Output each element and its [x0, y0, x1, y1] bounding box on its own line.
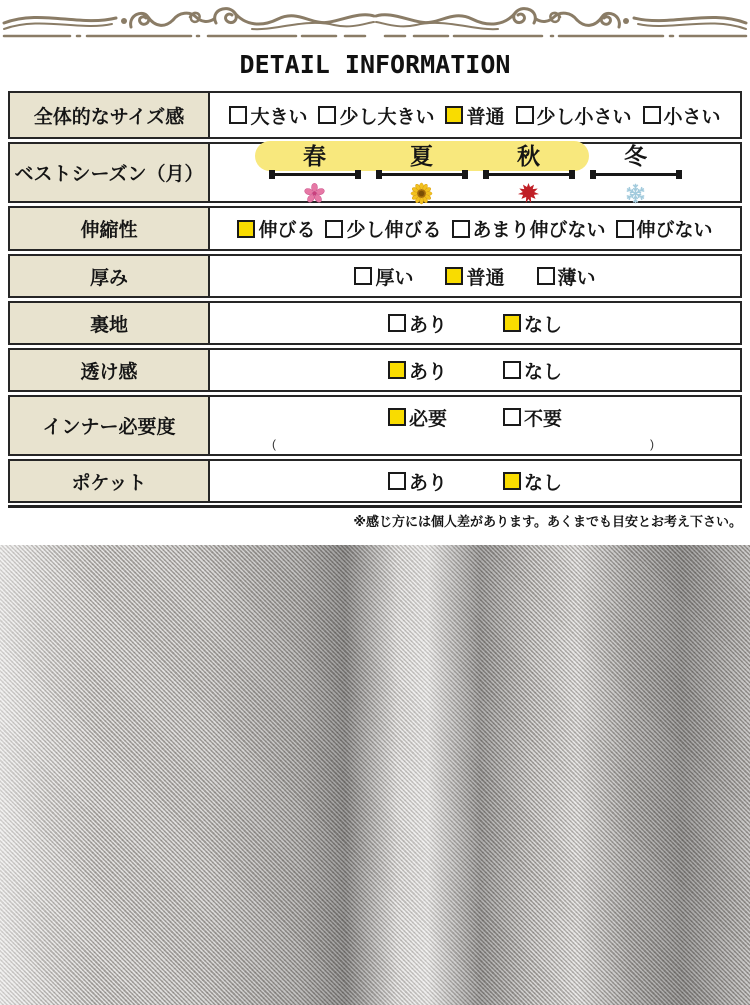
option-item [452, 215, 606, 242]
detail-info-section [8, 91, 742, 508]
options-line [229, 102, 720, 129]
option-item [388, 468, 447, 495]
option-item [643, 102, 721, 129]
table-row [8, 206, 742, 251]
option-label: 不要 [524, 408, 563, 430]
checkbox-unchecked-icon [503, 408, 521, 426]
option-label: なし [524, 314, 563, 336]
detail-table [8, 91, 742, 503]
option-label: 少し大きい [339, 106, 435, 128]
empty-annotation-parens [210, 437, 740, 454]
snowflake-icon [624, 182, 647, 206]
checkbox-unchecked-icon [229, 106, 247, 124]
table-row [8, 301, 742, 345]
season-name: 春 [303, 142, 326, 169]
option-item [445, 102, 504, 129]
row-content [210, 461, 740, 501]
season-column [261, 142, 368, 206]
option-item [237, 215, 315, 242]
checkbox-checked-icon [503, 472, 521, 490]
row-content [210, 350, 740, 390]
maple-leaf-icon [517, 182, 540, 206]
option-label: あり [408, 314, 447, 336]
season-name: 秋 [517, 142, 540, 169]
row-content [210, 144, 740, 201]
option-label: なし [524, 472, 563, 494]
option-item [503, 468, 562, 495]
table-row [8, 91, 742, 139]
row-label: 透け感 [10, 350, 210, 390]
option-item [229, 102, 307, 129]
option-item [616, 215, 713, 242]
season-range-bracket [483, 170, 575, 179]
checkbox-unchecked-icon [318, 106, 336, 124]
option-label: あり [408, 472, 447, 494]
option-label: あり [408, 361, 447, 383]
row-label: ベストシーズン（月） [10, 144, 210, 201]
checkbox-unchecked-icon [388, 472, 406, 490]
row-content [210, 208, 740, 249]
option-label: 普通 [466, 106, 505, 128]
checkbox-checked-icon [388, 408, 406, 426]
option-item [318, 102, 434, 129]
paren-close: ) [650, 437, 654, 451]
fabric-photo [0, 545, 750, 1005]
row-label: インナー必要度 [10, 397, 210, 454]
checkbox-checked-icon [503, 314, 521, 332]
ornament-divider [0, 2, 750, 44]
checkbox-unchecked-icon [452, 220, 470, 238]
option-item [445, 263, 504, 290]
option-label: 伸びない [636, 220, 713, 241]
season-range-bracket [376, 170, 468, 179]
season-name: 夏 [410, 142, 433, 169]
checkbox-unchecked-icon [643, 106, 661, 124]
option-label: 大きい [250, 106, 308, 128]
row-label: 厚み [10, 256, 210, 296]
table-row [8, 459, 742, 503]
row-label: ポケット [10, 461, 210, 501]
option-item [388, 310, 447, 337]
checkbox-unchecked-icon [616, 220, 634, 238]
checkbox-checked-icon [445, 106, 463, 124]
checkbox-unchecked-icon [503, 361, 521, 379]
option-label: 小さい [663, 106, 721, 128]
option-label: なし [524, 361, 563, 383]
checkbox-unchecked-icon [516, 106, 534, 124]
row-label: 裏地 [10, 303, 210, 343]
option-item [325, 215, 441, 242]
option-label: 少し小さい [536, 106, 632, 128]
season-range-bracket [590, 170, 682, 179]
options-line [354, 263, 595, 290]
season-column [475, 142, 582, 206]
checkbox-checked-icon [445, 267, 463, 285]
row-content [210, 256, 740, 296]
row-label: 伸縮性 [10, 208, 210, 249]
option-item [537, 263, 596, 290]
option-item [503, 357, 562, 384]
options-line [388, 397, 562, 437]
option-item [354, 263, 413, 290]
disclaimer-note: ※感じ方には個人差があります。あくまでも目安とお考え下さい。 [353, 514, 742, 529]
checkbox-unchecked-icon [325, 220, 343, 238]
options-line [388, 468, 562, 495]
season-column [368, 142, 475, 206]
option-item [388, 404, 447, 431]
option-item [388, 357, 447, 384]
option-label: 薄い [557, 267, 596, 289]
option-item [503, 404, 562, 431]
option-label: 少し伸びる [346, 220, 442, 241]
paren-open: ( [272, 437, 276, 451]
season-name: 冬 [624, 142, 647, 169]
options-line [388, 357, 562, 384]
checkbox-checked-icon [388, 361, 406, 379]
row-content [210, 397, 740, 454]
option-label: あまり伸びない [472, 220, 606, 241]
season-column [582, 142, 689, 206]
sunflower-icon [410, 182, 433, 206]
checkbox-unchecked-icon [388, 314, 406, 332]
table-row [8, 254, 742, 298]
table-row [8, 395, 742, 456]
option-item [516, 102, 632, 129]
cherry-blossom-icon [303, 182, 326, 206]
row-content [210, 93, 740, 137]
season-range-bracket [269, 170, 361, 179]
row-label: 全体的なサイズ感 [10, 93, 210, 137]
option-item [503, 310, 562, 337]
checkbox-unchecked-icon [354, 267, 372, 285]
options-line [237, 215, 712, 242]
option-label: 必要 [408, 408, 447, 430]
table-row [8, 142, 742, 203]
checkbox-checked-icon [237, 220, 255, 238]
option-label: 伸びる [258, 220, 316, 241]
page-title: DETAIL INFORMATION [239, 50, 511, 79]
table-row [8, 348, 742, 392]
options-line [388, 310, 562, 337]
checkbox-unchecked-icon [537, 267, 555, 285]
table-bottom-rule [8, 505, 742, 508]
option-label: 普通 [466, 267, 505, 289]
row-content [210, 303, 740, 343]
option-label: 厚い [375, 267, 414, 289]
